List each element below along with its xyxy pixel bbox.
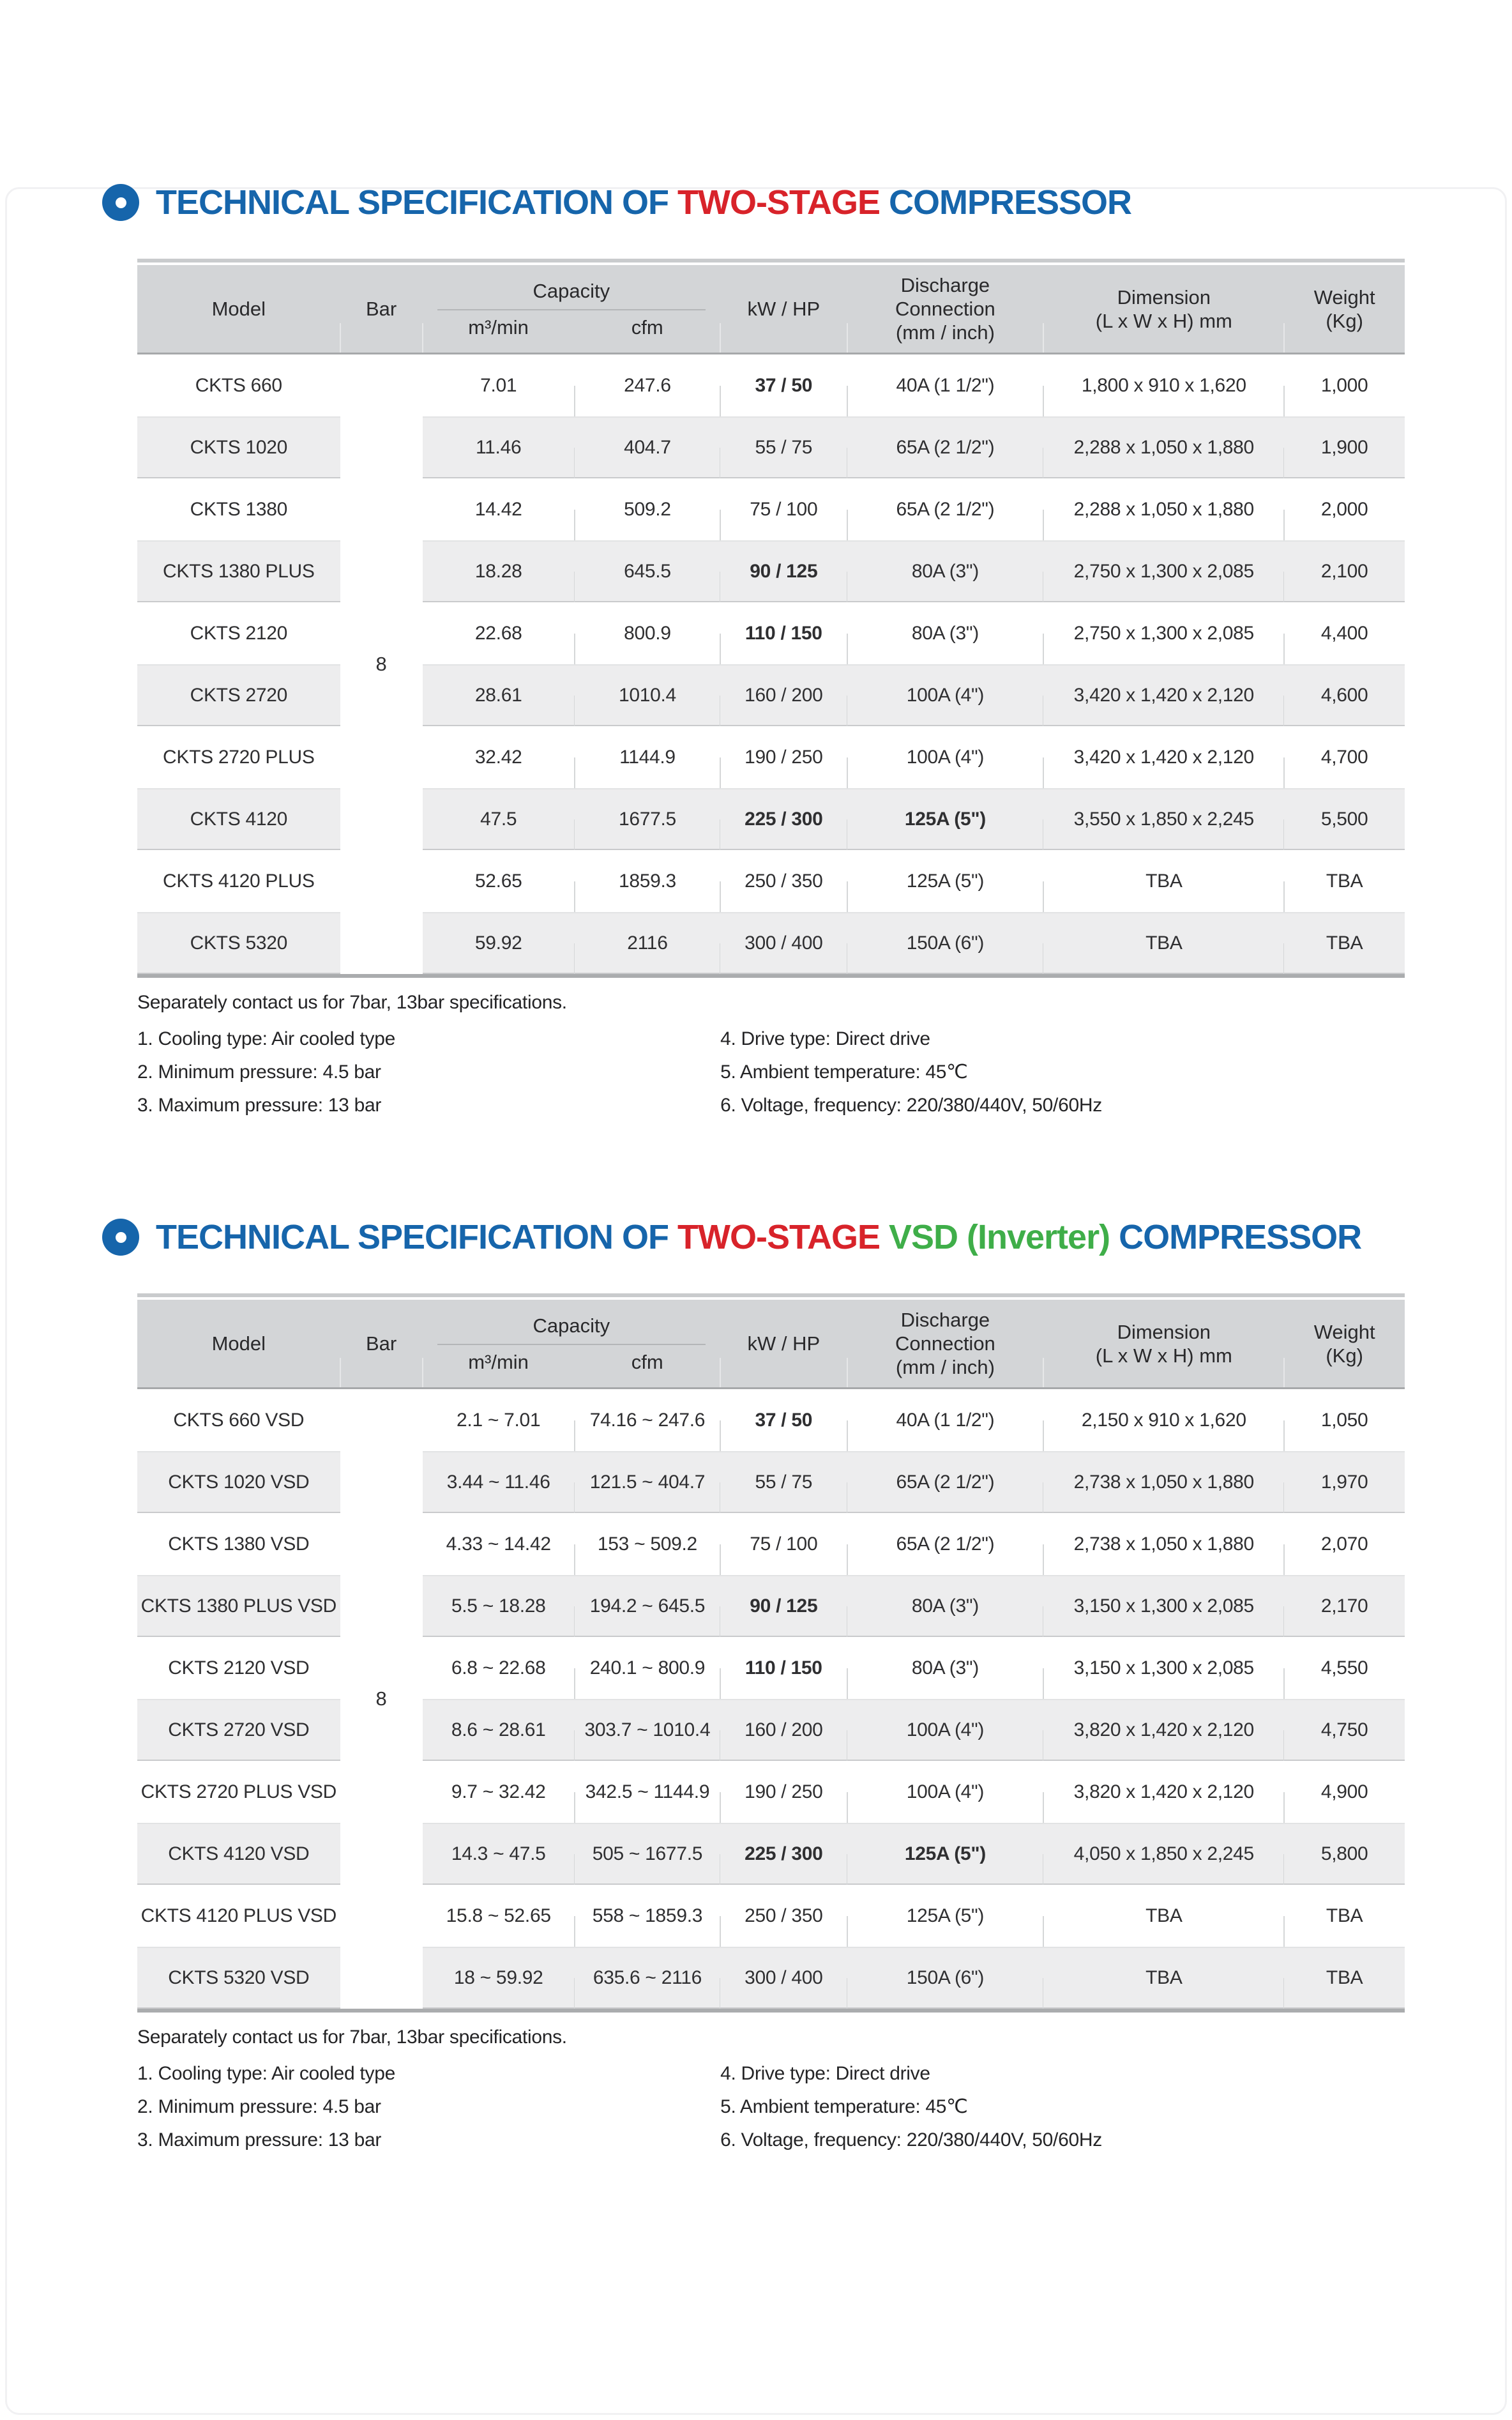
cell-weight: 1,970 <box>1284 1451 1405 1513</box>
notes-right <box>720 2057 1405 2157</box>
cell-model: CKTS 2720 PLUS VSD <box>140 1781 336 1802</box>
notes-left <box>137 1023 720 1122</box>
cell-kwhp: 75 / 100 <box>720 478 847 540</box>
cell-discharge: 80A (3") <box>847 1575 1044 1637</box>
cell-discharge: 80A (3") <box>847 540 1044 602</box>
cell-dimension: 2,150 x 910 x 1,620 <box>1043 1389 1284 1451</box>
cell-cfm: 800.9 <box>575 602 720 664</box>
col-header-cfm: cfm <box>631 1350 663 1373</box>
cell-dimension: 2,288 x 1,050 x 1,880 <box>1043 478 1284 540</box>
cell-bar <box>340 1947 423 2009</box>
cell-bar <box>340 478 423 540</box>
cell-dimension: 2,288 x 1,050 x 1,880 <box>1043 416 1284 478</box>
table-bottom-edge <box>137 2009 1405 2013</box>
cell-dimension: 3,150 x 1,300 x 2,085 <box>1043 1575 1284 1637</box>
cell-cfm: 153 ~ 509.2 <box>575 1513 720 1575</box>
cell-dimension: 2,738 x 1,050 x 1,880 <box>1043 1513 1284 1575</box>
capacity-label: Capacity <box>533 1314 610 1337</box>
title-segment: COMPRESSOR <box>879 183 1132 222</box>
capacity-label: Capacity <box>533 279 610 302</box>
cell-cfm: 558 ~ 1859.3 <box>575 1885 720 1947</box>
cell-dimension: 3,420 x 1,420 x 2,120 <box>1043 726 1284 788</box>
cell-m3min: 5.5 ~ 18.28 <box>423 1575 575 1637</box>
cell-kwhp: 250 / 350 <box>720 1885 847 1947</box>
notes <box>137 1023 1405 1122</box>
title-segment: TWO-STAGE <box>677 1218 880 1256</box>
col-header-weight <box>1284 1300 1405 1387</box>
note-item: 5. Ambient temperature: 45℃ <box>720 1062 968 1083</box>
col-header-discharge <box>847 1300 1044 1387</box>
cell-m3min: 59.92 <box>423 912 575 974</box>
cell-dimension: 4,050 x 1,850 x 2,245 <box>1043 1823 1284 1885</box>
table-body <box>137 354 1405 974</box>
notes-left <box>137 2057 720 2157</box>
cell-model: CKTS 2120 VSD <box>168 1657 310 1678</box>
cell-weight: 4,900 <box>1320 1781 1368 1802</box>
cell-model: CKTS 660 VSD <box>173 1409 305 1431</box>
cell-weight: 2,170 <box>1284 1575 1405 1637</box>
cell-m3min: 2.1 ~ 7.01 <box>423 1389 575 1451</box>
cell-bar <box>340 540 423 602</box>
cell-kwhp: 90 / 125 <box>720 540 847 602</box>
cell-m3min: 4.33 ~ 14.42 <box>423 1513 575 1575</box>
note-item: 5. Ambient temperature: 45℃ <box>720 2096 968 2117</box>
cell-cfm: 1677.5 <box>575 788 720 850</box>
cell-dimension: 1,800 x 910 x 1,620 <box>1043 354 1284 416</box>
cell-weight: 2,000 <box>1320 498 1368 520</box>
cell-kwhp: 225 / 300 <box>720 1823 847 1885</box>
cell-m3min: 22.68 <box>423 602 575 664</box>
cell-model: CKTS 4120 PLUS VSD <box>140 1905 336 1926</box>
cell-weight: TBA <box>1326 870 1363 892</box>
table-header <box>137 1300 1405 1389</box>
cell-discharge: 125A (5") <box>847 1885 1044 1947</box>
col-header-dimension <box>1043 1300 1284 1387</box>
cell-discharge: 100A (4") <box>847 1699 1044 1761</box>
table-row <box>137 1575 1405 1637</box>
cell-m3min: 8.6 ~ 28.61 <box>423 1699 575 1761</box>
cell-cfm: 635.6 ~ 2116 <box>575 1947 720 2009</box>
cell-weight: 4,400 <box>1320 622 1368 644</box>
col-header-weight <box>1284 265 1405 353</box>
cell-discharge: 150A (6") <box>847 1947 1044 2009</box>
table-row <box>137 1389 1405 1451</box>
table-row <box>137 1947 1405 2009</box>
cell-discharge: 100A (4") <box>847 664 1044 726</box>
cell-kwhp: 190 / 250 <box>720 1761 847 1823</box>
table-row <box>137 540 1405 602</box>
contact-note: Separately contact us for 7bar, 13bar specifications. <box>137 2027 567 2048</box>
cell-bar <box>340 850 423 912</box>
cell-kwhp: 55 / 75 <box>720 1451 847 1513</box>
cell-bar <box>340 726 423 788</box>
cell-m3min: 11.46 <box>423 416 575 478</box>
note-item: 6. Voltage, frequency: 220/380/440V, 50/60Hz <box>720 2129 1102 2150</box>
cell-m3min: 32.42 <box>423 726 575 788</box>
cell-cfm: 1144.9 <box>575 726 720 788</box>
cell-m3min: 7.01 <box>423 354 575 416</box>
cell-bar <box>340 1823 423 1885</box>
cell-kwhp: 300 / 400 <box>720 1947 847 2009</box>
cell-model: CKTS 1380 <box>190 498 287 520</box>
title-segment: TECHNICAL SPECIFICATION OF <box>156 1218 678 1256</box>
note-item: 2. Minimum pressure: 4.5 bar <box>137 1062 381 1083</box>
cell-kwhp: 250 / 350 <box>720 850 847 912</box>
cell-dimension: TBA <box>1043 1947 1284 2009</box>
dimension-header-line: (L x W x H) mm <box>1095 1344 1232 1367</box>
table-row <box>137 850 1405 912</box>
cell-dimension: TBA <box>1043 850 1284 912</box>
col-header-capacity <box>423 265 720 353</box>
cell-weight: 5,500 <box>1284 788 1405 850</box>
cell-model: CKTS 2720 PLUS <box>163 746 315 768</box>
cell-model: CKTS 2720 VSD <box>137 1699 340 1761</box>
cell-model: CKTS 4120 PLUS <box>163 870 315 892</box>
table-bottom-edge <box>137 974 1405 978</box>
bar-merged-value: 8 <box>375 653 387 675</box>
cell-weight: 5,800 <box>1284 1823 1405 1885</box>
col-header-capacity <box>423 1300 720 1387</box>
cell-weight: TBA <box>1326 1905 1363 1926</box>
cell-model: CKTS 1380 PLUS <box>137 540 340 602</box>
note-item: 6. Voltage, frequency: 220/380/440V, 50/60Hz <box>720 1095 1102 1116</box>
contact-note: Separately contact us for 7bar, 13bar specifications. <box>137 992 567 1013</box>
cell-cfm: 303.7 ~ 1010.4 <box>575 1699 720 1761</box>
section-title-text <box>156 182 1131 223</box>
weight-header-line: Weight <box>1313 285 1375 308</box>
cell-cfm: 74.16 ~ 247.6 <box>575 1389 720 1451</box>
section-title-text <box>156 1217 1361 1258</box>
cell-cfm: 194.2 ~ 645.5 <box>575 1575 720 1637</box>
cell-discharge: 100A (4") <box>847 1761 1044 1823</box>
cell-kwhp: 225 / 300 <box>720 788 847 850</box>
table-row <box>137 1513 1405 1575</box>
section-title <box>102 1217 1512 1258</box>
cell-discharge: 40A (1 1/2") <box>847 1389 1044 1451</box>
cell-kwhp: 90 / 125 <box>720 1575 847 1637</box>
cell-dimension: 2,750 x 1,300 x 2,085 <box>1043 540 1284 602</box>
title-segment: TWO-STAGE <box>677 183 880 222</box>
cell-model: CKTS 4120 VSD <box>137 1823 340 1885</box>
table-row <box>137 788 1405 850</box>
discharge-header-line: Discharge <box>900 1309 990 1331</box>
cell-weight: 4,550 <box>1320 1657 1368 1678</box>
cell-m3min: 3.44 ~ 11.46 <box>423 1451 575 1513</box>
cell-model: CKTS 5320 <box>137 912 340 974</box>
table-row <box>137 664 1405 726</box>
cell-dimension: TBA <box>1043 912 1284 974</box>
table-row <box>137 602 1405 664</box>
cell-model: CKTS 1380 VSD <box>168 1533 310 1555</box>
table-row <box>137 1699 1405 1761</box>
cell-bar <box>340 1885 423 1947</box>
cell-bar <box>340 1761 423 1823</box>
cell-dimension: 3,420 x 1,420 x 2,120 <box>1043 664 1284 726</box>
col-header-discharge <box>847 265 1044 353</box>
discharge-header-line: (mm / inch) <box>895 1356 995 1378</box>
cell-dimension: 3,150 x 1,300 x 2,085 <box>1043 1637 1284 1699</box>
cell-discharge: 65A (2 1/2") <box>847 1451 1044 1513</box>
notes-right <box>720 1023 1405 1122</box>
weight-header-line: (Kg) <box>1326 309 1363 332</box>
cell-m3min: 18 ~ 59.92 <box>423 1947 575 2009</box>
cell-cfm: 2116 <box>575 912 720 974</box>
cell-model: CKTS 1020 VSD <box>137 1451 340 1513</box>
cell-discharge: 65A (2 1/2") <box>847 1513 1044 1575</box>
cell-discharge: 150A (6") <box>847 912 1044 974</box>
col-header-model: Model <box>137 265 340 353</box>
discharge-header-line: (mm / inch) <box>895 321 995 344</box>
note-item: 1. Cooling type: Air cooled type <box>137 1028 395 1049</box>
cell-kwhp: 37 / 50 <box>720 1389 847 1451</box>
cell-weight: 1,050 <box>1320 1409 1368 1431</box>
cell-kwhp: 75 / 100 <box>720 1513 847 1575</box>
cell-cfm: 247.6 <box>575 354 720 416</box>
table-row <box>137 1637 1405 1699</box>
cell-m3min: 15.8 ~ 52.65 <box>423 1885 575 1947</box>
spec-table-two-stage-vsd <box>137 1293 1405 2013</box>
title-segment: VSD (Inverter) <box>879 1218 1110 1256</box>
cell-dimension: 3,820 x 1,420 x 2,120 <box>1043 1761 1284 1823</box>
table-row <box>137 1823 1405 1885</box>
cell-model: CKTS 1380 PLUS VSD <box>137 1575 340 1637</box>
cell-dimension: 3,550 x 1,850 x 2,245 <box>1043 788 1284 850</box>
title-segment: TECHNICAL SPECIFICATION OF <box>156 183 678 222</box>
cell-kwhp: 160 / 200 <box>720 664 847 726</box>
cell-m3min: 18.28 <box>423 540 575 602</box>
cell-weight: 2,070 <box>1320 1533 1368 1555</box>
cell-model: CKTS 1020 <box>137 416 340 478</box>
cell-bar <box>340 354 423 416</box>
weight-header-line: (Kg) <box>1326 1344 1363 1367</box>
discharge-header-line: Connection <box>895 298 995 320</box>
table-row <box>137 478 1405 540</box>
cell-cfm: 1010.4 <box>575 664 720 726</box>
cell-kwhp: 110 / 150 <box>720 602 847 664</box>
discharge-header-line: Connection <box>895 1332 995 1355</box>
cell-bar <box>340 1451 423 1513</box>
capacity-underline <box>437 1344 706 1345</box>
cell-cfm: 509.2 <box>575 478 720 540</box>
dimension-header-line: Dimension <box>1117 285 1211 308</box>
cell-cfm: 645.5 <box>575 540 720 602</box>
cell-weight: 2,100 <box>1284 540 1405 602</box>
col-header-bar: Bar <box>340 1300 423 1387</box>
note-item: 1. Cooling type: Air cooled type <box>137 2063 395 2084</box>
cell-m3min: 14.42 <box>423 478 575 540</box>
cell-weight: 4,600 <box>1284 664 1405 726</box>
cell-discharge: 65A (2 1/2") <box>847 478 1044 540</box>
cell-discharge: 100A (4") <box>847 726 1044 788</box>
cell-weight: TBA <box>1284 1947 1405 2009</box>
cell-bar <box>340 912 423 974</box>
col-header-bar: Bar <box>340 265 423 353</box>
cell-discharge: 40A (1 1/2") <box>847 354 1044 416</box>
bullet-icon <box>102 1219 139 1256</box>
cell-kwhp: 190 / 250 <box>720 726 847 788</box>
table-row <box>137 726 1405 788</box>
col-header-kwhp: kW / HP <box>720 1300 847 1387</box>
cell-bar <box>340 1575 423 1637</box>
cell-m3min: 9.7 ~ 32.42 <box>423 1761 575 1823</box>
section-two-stage <box>0 182 1512 1122</box>
table-row <box>137 354 1405 416</box>
cell-weight: 4,750 <box>1284 1699 1405 1761</box>
dimension-header-line: (L x W x H) mm <box>1095 309 1232 332</box>
table-top-edge <box>137 1293 1405 1297</box>
col-header-kwhp: kW / HP <box>720 265 847 353</box>
cell-m3min: 47.5 <box>423 788 575 850</box>
section-title <box>102 182 1512 223</box>
cell-m3min: 14.3 ~ 47.5 <box>423 1823 575 1885</box>
note-item: 4. Drive type: Direct drive <box>720 1028 930 1049</box>
cell-model: CKTS 4120 <box>137 788 340 850</box>
note-item: 3. Maximum pressure: 13 bar <box>137 2129 382 2150</box>
table-row <box>137 912 1405 974</box>
cell-bar <box>340 1389 423 1451</box>
cell-cfm: 505 ~ 1677.5 <box>575 1823 720 1885</box>
cell-cfm: 240.1 ~ 800.9 <box>575 1637 720 1699</box>
cell-bar <box>340 1513 423 1575</box>
cell-dimension: 2,738 x 1,050 x 1,880 <box>1043 1451 1284 1513</box>
cell-kwhp: 300 / 400 <box>720 912 847 974</box>
cell-discharge: 125A (5") <box>847 788 1044 850</box>
cell-kwhp: 110 / 150 <box>720 1637 847 1699</box>
table-top-edge <box>137 259 1405 263</box>
cell-cfm: 342.5 ~ 1144.9 <box>575 1761 720 1823</box>
table-row <box>137 416 1405 478</box>
cell-m3min: 52.65 <box>423 850 575 912</box>
cell-cfm: 404.7 <box>575 416 720 478</box>
cell-m3min: 6.8 ~ 22.68 <box>423 1637 575 1699</box>
cell-weight: 4,700 <box>1320 746 1368 768</box>
col-header-m3min: m³/min <box>468 316 529 339</box>
capacity-subheaders <box>423 1350 720 1374</box>
bullet-icon <box>102 184 139 221</box>
note-item: 3. Maximum pressure: 13 bar <box>137 1095 382 1116</box>
cell-m3min: 28.61 <box>423 664 575 726</box>
weight-header-line: Weight <box>1313 1320 1375 1343</box>
cell-model: CKTS 2120 <box>190 622 287 644</box>
section-two-stage-vsd <box>0 1217 1512 2157</box>
cell-discharge: 65A (2 1/2") <box>847 416 1044 478</box>
cell-discharge: 80A (3") <box>847 1637 1044 1699</box>
cell-discharge: 80A (3") <box>847 602 1044 664</box>
cell-weight: 1,900 <box>1284 416 1405 478</box>
table-row <box>137 1451 1405 1513</box>
cell-bar <box>340 416 423 478</box>
capacity-underline <box>437 309 706 310</box>
cell-weight: 1,000 <box>1320 374 1368 396</box>
spec-table-two-stage <box>137 259 1405 978</box>
notes <box>137 2057 1405 2157</box>
cell-discharge: 125A (5") <box>847 1823 1044 1885</box>
title-segment: COMPRESSOR <box>1110 1218 1362 1256</box>
bar-merged-value: 8 <box>375 1687 387 1710</box>
cell-model: CKTS 5320 VSD <box>137 1947 340 2009</box>
discharge-header-line: Discharge <box>900 274 990 296</box>
note-item: 4. Drive type: Direct drive <box>720 2063 930 2084</box>
cell-model: CKTS 2720 <box>137 664 340 726</box>
col-header-dimension <box>1043 265 1284 353</box>
col-header-m3min: m³/min <box>468 1350 529 1373</box>
cell-cfm: 1859.3 <box>575 850 720 912</box>
col-header-model: Model <box>137 1300 340 1387</box>
note-item: 2. Minimum pressure: 4.5 bar <box>137 2096 381 2117</box>
cell-kwhp: 160 / 200 <box>720 1699 847 1761</box>
table-body <box>137 1389 1405 2009</box>
cell-kwhp: 55 / 75 <box>720 416 847 478</box>
cell-weight: TBA <box>1284 912 1405 974</box>
cell-dimension: 3,820 x 1,420 x 2,120 <box>1043 1699 1284 1761</box>
dimension-header-line: Dimension <box>1117 1320 1211 1343</box>
table-row <box>137 1761 1405 1823</box>
cell-model: CKTS 660 <box>195 374 282 396</box>
cell-bar <box>340 788 423 850</box>
capacity-subheaders <box>423 316 720 339</box>
col-header-cfm: cfm <box>631 316 663 339</box>
table-row <box>137 1885 1405 1947</box>
cell-discharge: 125A (5") <box>847 850 1044 912</box>
cell-cfm: 121.5 ~ 404.7 <box>575 1451 720 1513</box>
cell-dimension: TBA <box>1043 1885 1284 1947</box>
table-header <box>137 265 1405 354</box>
cell-dimension: 2,750 x 1,300 x 2,085 <box>1043 602 1284 664</box>
cell-kwhp: 37 / 50 <box>720 354 847 416</box>
